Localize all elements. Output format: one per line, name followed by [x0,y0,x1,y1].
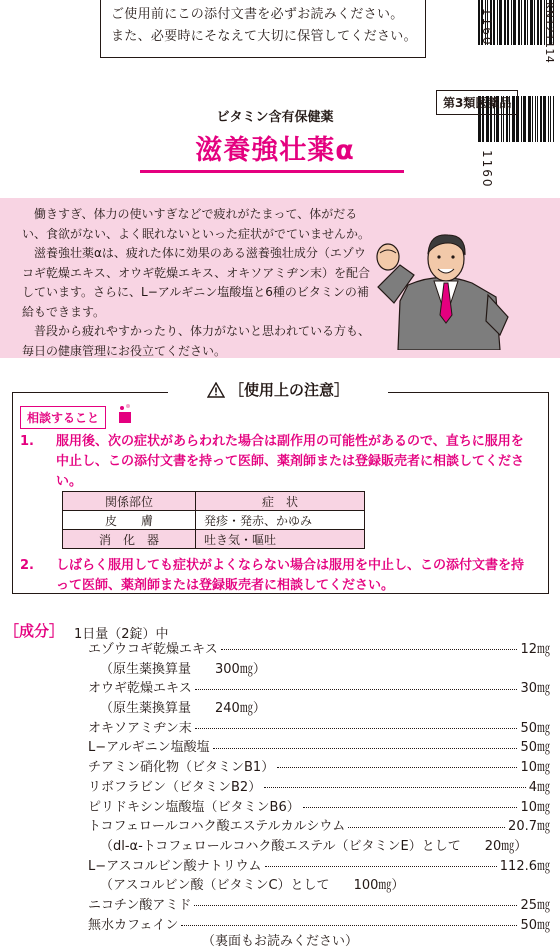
symptom-table [62,491,365,549]
barcode-bar [513,0,516,45]
ingredient-name: オキソアミヂン末 [88,720,192,736]
ingredient-name: L−アルギニン塩酸塩 [88,740,210,756]
ingredient-name: （アスコルビン酸（ビタミンC）として [100,878,330,894]
barcode-bar [504,0,506,45]
barcode-bar [521,0,522,45]
barcode-bar [543,96,546,142]
intro-paragraph-3: 普段から疲れやすかったり、体力がないと思われている方も、毎日の健康管理にお役立てください。 [22,324,371,358]
leader-dots [181,925,517,926]
ingredient-name: ニコチン酸アミド [88,897,192,913]
barcode-bar [497,0,498,45]
symptom-desc: 発疹・発赤、かゆみ [196,511,365,530]
ingredient-name: （原生薬換算量 [100,701,192,717]
ingredient-amount: 50㎎ [520,740,550,756]
intro-paragraph-1: 働きすぎ、体力の使いすぎなどで疲れがたまって、体がだるい、食欲がない、よく眠れないといった症状がでていませんか。 [22,207,371,241]
ingredient-row [88,896,550,916]
ingredient-amount: 30㎎ [520,681,550,697]
ingredient-row [88,778,550,798]
leader-dots [277,767,517,768]
ingredient-amount: 50㎎ [520,720,550,736]
ingredient-row [88,876,550,896]
barcode-bar [537,0,539,45]
notice-line-1: ご使用前にこの添付文書を必ずお読みください。 [111,7,404,22]
leader-dots [348,827,505,828]
barcode-bar [548,96,549,142]
ingredient-name: ピリドキシン塩酸塩（ビタミンB6） [88,799,300,815]
barcode-bar [528,96,531,142]
product-subtitle: ビタミン含有保健薬 [216,110,334,125]
ingredient-row [88,699,550,719]
ingredient-amount: 50㎎ [520,917,550,933]
ingredient-amount: 100㎎） [353,878,405,894]
ingredient-name: オウギ乾燥エキス [88,681,192,697]
ingredients-heading: ［成分］ [4,622,65,640]
ingredient-name: トコフェロールコハク酸エステルカルシウム [88,819,346,835]
symptom-table-row [63,511,365,530]
leader-dots [195,689,518,690]
barcode-top-code: KN121114 [543,2,556,64]
ingredient-row [88,837,550,857]
notice-line-2: また、必要時にそなえて大切に保管してください。 [111,29,417,44]
symptom-table-header [63,492,365,511]
footer-note: （裏面もお読みください） [201,934,358,949]
warning-triangle-icon [207,382,225,398]
barcode-bar [540,0,542,45]
ingredient-amount: 4㎎ [528,779,550,795]
barcode-bar [524,0,526,45]
leader-dots [194,905,517,906]
intro-paragraph-2: 滋養強壮薬αは、疲れた体に効果のある滋養強壮成分（エゾウコギ乾燥エキス、オウギ乾燥エキス、オキソアミヂン末）を配合しています。さらに、L−アルギニン塩酸塩と6種のビタミンの補給もできます。 [22,246,371,319]
barcode-bar [537,96,538,142]
ingredient-amount: 240㎎） [215,701,266,717]
barcode-bar [518,0,520,45]
leader-dots [195,728,518,729]
ingredient-amount: 20㎎） [484,838,528,854]
product-title: 滋養強壮薬α [195,135,355,166]
barcode-bar [499,0,502,45]
barcode-bar [521,96,522,142]
drug-category-badge: 第3類医薬品 [436,90,518,115]
ingredient-row [88,640,550,660]
caution-item-1 [20,432,535,492]
caution-title [168,375,388,404]
ingredient-amount: 10㎎ [520,760,550,776]
barcode-bar [550,96,551,142]
ingredient-amount: 12㎎ [520,642,550,657]
barcode-bar [523,96,526,142]
ingredient-row [88,679,550,699]
ingredient-name: （原生薬換算量 [100,661,192,677]
caution-item-2-number: 2. [20,558,34,573]
ingredient-amount: 20.7㎎ [508,819,550,835]
barcode-bar [540,96,542,142]
leader-dots [265,866,497,867]
barcode-bar [511,0,512,45]
ingredient-row [88,798,550,818]
ingredient-name: エゾウコギ乾燥エキス [88,642,218,657]
ingredient-row [88,660,550,680]
barcode-bar [534,0,535,45]
leader-dots [213,748,518,749]
ingredient-row [88,758,550,778]
ingredient-amount: 10㎎ [520,799,550,815]
caution-item-2 [20,556,535,596]
title-underline [140,170,404,173]
ingredient-amount: 25㎎ [520,897,550,913]
ingredient-amount: 112.6㎎ [499,858,550,874]
ingredients-daily-dose: 1日量（2錠）中 [74,627,169,642]
ingredient-name: （dl-α-トコフェロールコハク酸エステル（ビタミンE）として [100,838,461,854]
barcode-bar [530,0,533,45]
ingredient-name: リボフラビン（ビタミンB2） [88,779,262,795]
symptom-header-part: 関係部位 [63,492,196,511]
barcode-bar [553,96,554,142]
caution-item-2-text: しばらく服用しても症状がよくならない場合は服用を中止し、この添付文書を持って医師、薬剤師または登録販売者に相談してください。 [56,558,525,593]
ingredients-list [88,640,550,935]
barcode-bar [535,96,536,142]
ingredient-name: L−アスコルビン酸ナトリウム [88,858,262,874]
usage-notice-box [100,0,426,58]
intro-text [22,205,376,361]
ingredient-name: 無水カフェイン [88,917,179,933]
ingredient-name: チアミン硝化物（ビタミンB1） [88,760,275,776]
symptom-desc: 吐き気・嘔吐 [196,530,365,549]
ingredient-row [88,817,550,837]
ingredient-row [88,857,550,877]
leader-dots [303,807,518,808]
leader-dots [221,649,518,650]
ingredient-amount: 300㎎） [215,661,266,677]
barcode-top-digits: 1160 [480,8,494,47]
symptom-part: 消 化 器 [63,530,196,549]
ingredient-row [88,738,550,758]
symptom-header-symptom: 症 状 [196,492,365,511]
caution-item-1-text: 服用後、次の症状があらわれた場合は副作用の可能性があるので、直ちに服用を中止し、この添付文書を持って医師、薬剤師または登録販売者に相談してください。 [56,434,525,489]
ingredient-row [88,719,550,739]
barcode-bar [527,0,528,45]
symptom-part: 皮 膚 [63,511,196,530]
pharmacist-consult-icon [117,402,133,424]
barcode-bottom-digits: 1160 [480,150,494,189]
symptom-table-row [63,530,365,549]
barcode-bar [532,96,533,142]
caution-title-text: ［使用上の注意］ [228,381,349,399]
consult-label: 相談すること [20,406,106,429]
barcode-bar [507,0,509,45]
caution-item-1-number: 1. [20,434,34,449]
businessman-illustration [368,225,528,350]
leader-dots [264,787,526,788]
